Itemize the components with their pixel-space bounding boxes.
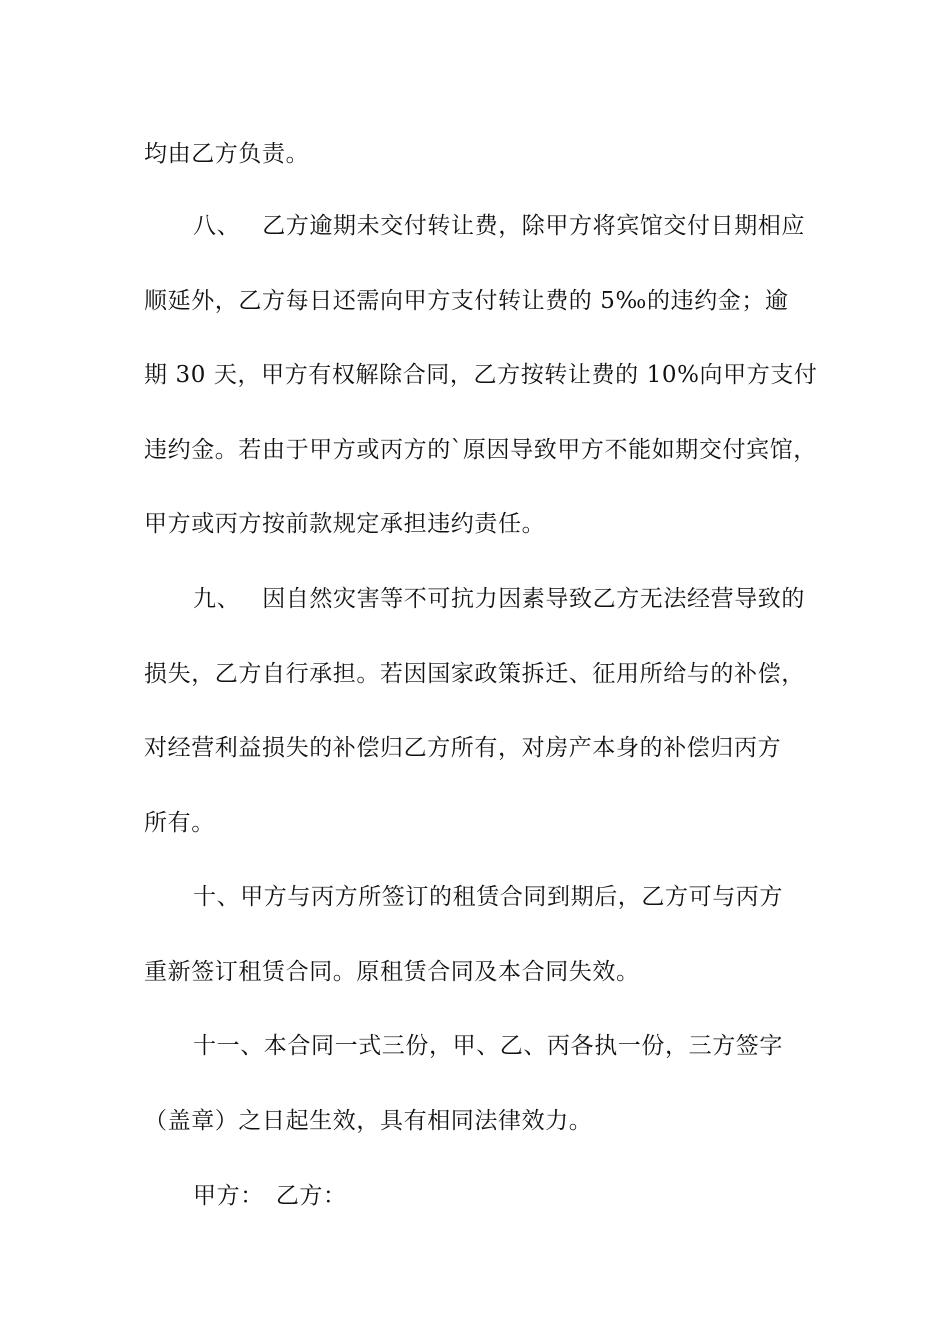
- clause-9-text: 因自然灾害等不可抗力因素导致乙方无法经营导致的: [262, 586, 806, 612]
- party-b-label: 乙方：: [275, 1183, 347, 1209]
- paragraph-line: 重新签订租赁合同。原租赁合同及本合同失效。: [144, 959, 640, 985]
- paragraph-line: 违约金。若由于甲方或丙方的`原因导致甲方不能如期交付宾馆，: [144, 437, 817, 463]
- paragraph-line: 所有。: [144, 810, 215, 836]
- paragraph-line: 期 30 天，甲方有权解除合同，乙方按转让费的 10%向甲方支付: [144, 362, 818, 388]
- clause-8-first-line: [193, 211, 859, 241]
- party-a-label: 甲方：: [193, 1183, 264, 1209]
- signature-line: [193, 1181, 859, 1211]
- paragraph-line: 均由乙方负责。: [144, 141, 310, 167]
- clause-11-first-line: 十一、本合同一式三份，甲、乙、丙各执一份，三方签字: [193, 1033, 783, 1059]
- paragraph-line: 甲方或丙方按前款规定承担违约责任。: [144, 511, 546, 537]
- clause-8-text: 乙方逾期未交付转让费，除甲方将宾馆交付日期相应: [262, 213, 806, 239]
- paragraph-line: 损失，乙方自行承担。若因国家政策拆迁、征用所给与的补偿，: [144, 661, 805, 687]
- clause-10-first-line: 十、甲方与丙方所签订的租赁合同到期后，乙方可与丙方: [193, 884, 783, 910]
- paragraph-line: 对经营利益损失的补偿归乙方所有，对房产本身的补偿归丙方: [144, 735, 782, 761]
- clause-8-number: 八、: [193, 213, 241, 239]
- paragraph-line: 顺延外，乙方每日还需向甲方支付转让费的 5‰的违约金；逾: [144, 288, 789, 314]
- clause-9-first-line: [193, 584, 859, 614]
- paragraph-line: （盖章）之日起生效，具有相同法律效力。: [144, 1108, 593, 1134]
- clause-9-number: 九、: [193, 586, 241, 612]
